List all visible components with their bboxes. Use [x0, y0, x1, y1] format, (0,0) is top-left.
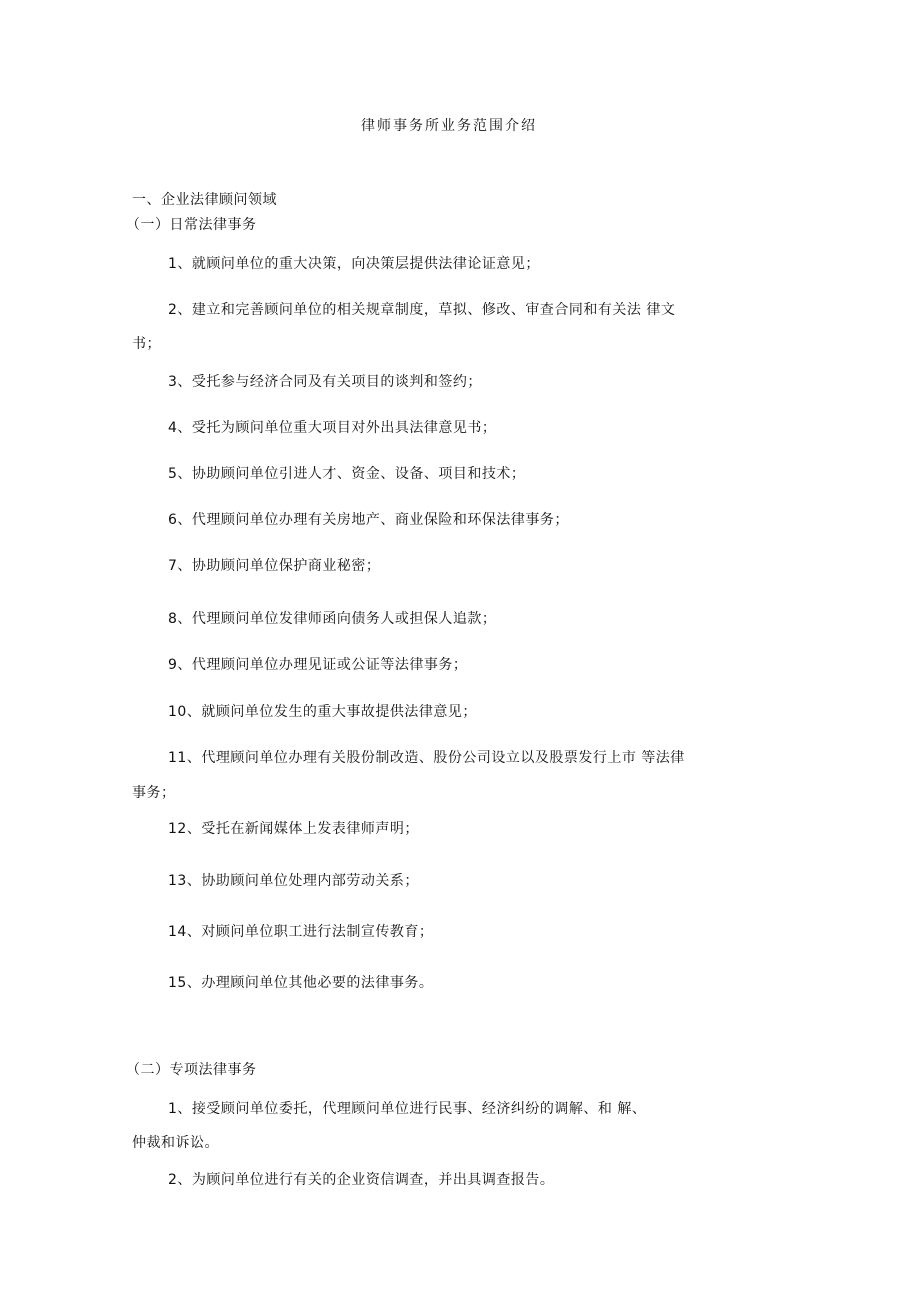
- list-item: 2、建立和完善顾问单位的相关规章制度，草拟、修改、审查合同和有关法 律文: [168, 302, 676, 318]
- list-item: 3、受托参与经济合同及有关项目的谈判和签约；: [168, 374, 482, 390]
- list-item: 2、为顾问单位进行有关的企业资信调查，并出具调查报告。: [168, 1172, 555, 1188]
- subsection-heading: （二）专项法律事务: [126, 1062, 257, 1078]
- list-item: 6、代理顾问单位办理有关房地产、商业保险和环保法律事务；: [168, 512, 569, 528]
- list-item: 15、办理顾问单位其他必要的法律事务。: [168, 975, 434, 991]
- list-item: 7、协助顾问单位保护商业秘密；: [168, 558, 381, 574]
- list-item: 5、协助顾问单位引进人才、资金、设备、项目和技术；: [168, 466, 526, 482]
- list-item: 4、受托为顾问单位重大项目对外出具法律意见书；: [168, 420, 497, 436]
- list-item: 8、代理顾问单位发律师函向债务人或担保人追款；: [168, 611, 497, 627]
- list-item: 14、对顾问单位职工进行法制宣传教育；: [168, 924, 434, 940]
- list-item: 1、接受顾问单位委托，代理顾问单位进行民事、经济纠纷的调解、和 解、: [168, 1101, 647, 1117]
- list-item-continuation: 仲裁和诉讼。: [132, 1135, 219, 1151]
- list-item: 1、就顾问单位的重大决策，向决策层提供法律论证意见；: [168, 256, 540, 272]
- list-item: 9、代理顾问单位办理见证或公证等法律事务；: [168, 657, 468, 673]
- list-item-continuation: 书；: [132, 336, 161, 352]
- list-item: 10、就顾问单位发生的重大事故提供法律意见；: [168, 704, 477, 720]
- list-item: 12、受托在新闻媒体上发表律师声明；: [168, 821, 419, 837]
- list-item: 11、代理顾问单位办理有关股份制改造、股份公司设立以及股票发行上市 等法律: [168, 750, 685, 766]
- section-heading: 一、企业法律顾问领域: [132, 192, 277, 208]
- list-item-continuation: 事务；: [132, 785, 176, 801]
- subsection-heading: （一）日常法律事务: [126, 217, 257, 233]
- list-item: 13、协助顾问单位处理内部劳动关系；: [168, 873, 419, 889]
- page-title: 律师事务所业务范围介绍: [361, 118, 537, 134]
